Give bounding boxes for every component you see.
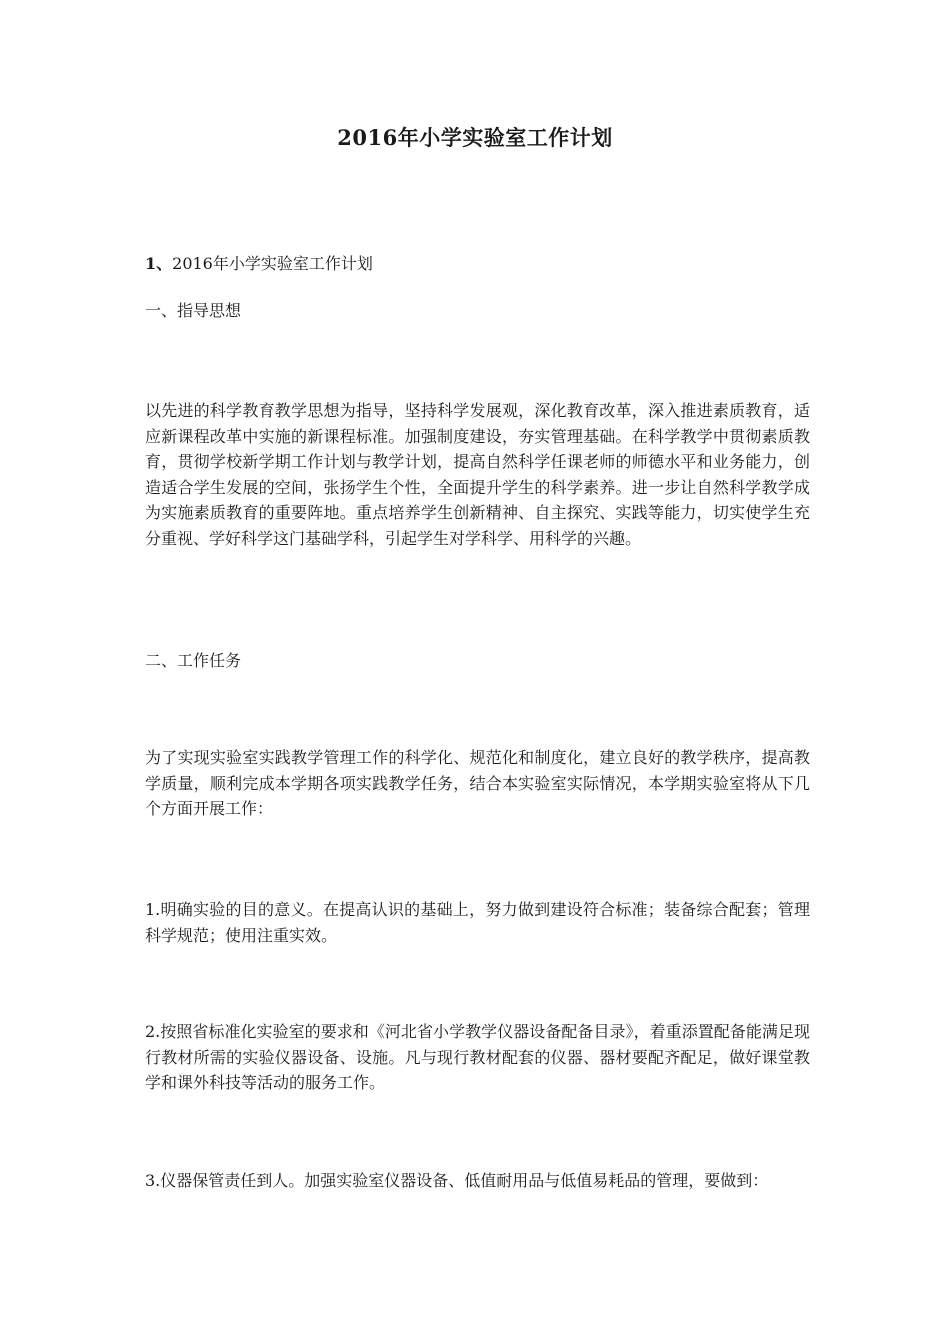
task-item-1: 1.明确实验的目的意义。在提高认识的基础上，努力做到建设符合标准；装备综合配套；管理科学规范；使用注重实效。 [145, 900, 810, 945]
section-1-title: 2016年小学实验室工作计划 [172, 254, 373, 273]
task-item-2: 2.按照省标准化实验室的要求和《河北省小学教学仪器设备配备目录》，着重添置配备能满足现行教材所需的实验仪器设备、设施。凡与现行教材配套的仪器、器材要配齐配足，做好课堂教学和课外科技等活动的服务工作。 [145, 1022, 810, 1092]
paragraph-guiding-ideology: 以先进的科学教育教学思想为指导，坚持科学发展观，深化教育改革，深入推进素质教育，适应新课程改革中实施的新课程标准。加强制度建设，夯实管理基础。在科学教学中贯彻素质教育，贯彻学校新学期工作计划与教学计划，提高自然科学任课老师的师德水平和业务能力，创造适合学生发展的空间，张扬学生个性，全面提升学生的科学素养。进一步让自然科学教学成为实施素质教育的重要阵地。重点培养学生创新精神、自主探究、实践等能力，切实使学生充分重视、学好科学这门基础学科，引起学生对学科学、用科学的兴趣。 [145, 401, 810, 548]
heading-guiding-ideology: 一、指导思想 [145, 301, 242, 320]
task-item-3: 3.仪器保管责任到人。加强实验室仪器设备、低值耐用品与低值易耗品的管理，要做到： [145, 1171, 769, 1190]
heading-work-tasks: 二、工作任务 [145, 651, 242, 670]
section-1-number: 1、 [145, 254, 173, 273]
document-title: 2016年小学实验室工作计划 [337, 125, 613, 150]
section-1-heading [145, 251, 810, 277]
paragraph-work-tasks: 为了实现实验室实践教学管理工作的科学化、规范化和制度化，建立良好的教学秩序，提高教学质量，顺利完成本学期各项实践教学任务，结合本实验室实际情况，本学期实验室将从下几个方面开展工作： [145, 748, 810, 818]
